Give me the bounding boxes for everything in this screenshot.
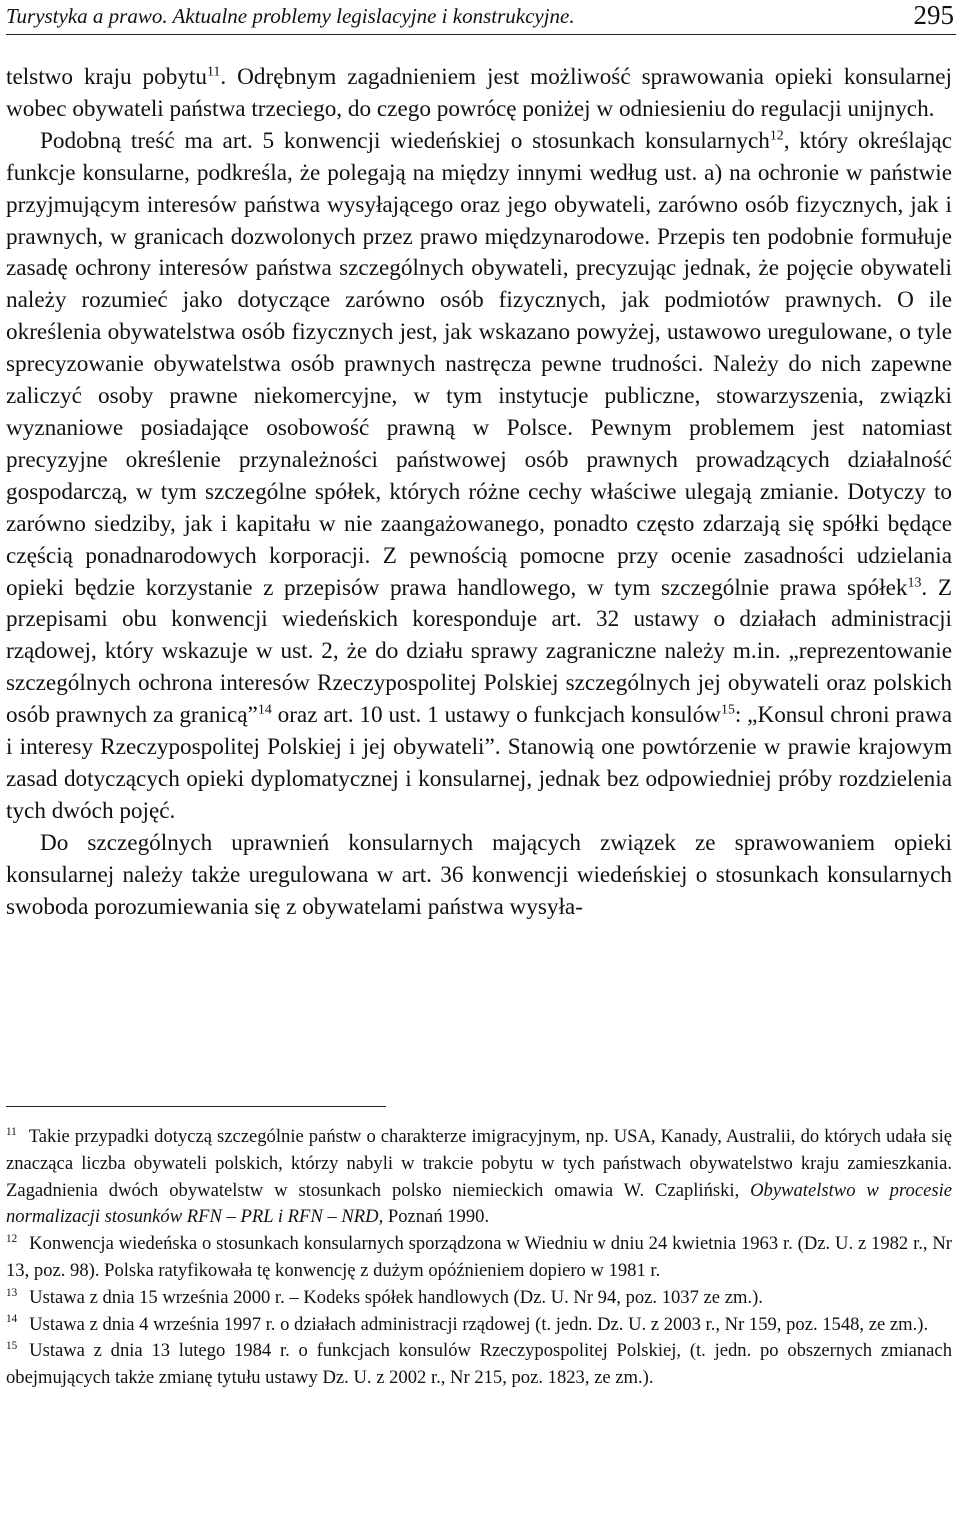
text-run: . Z przepisami obu konwencji wiedeńskich koresponduje art. 32 ustawy o działach administracji rządowej, który wskazuje w ust. 2, że do działu sprawy zagraniczne należy m.in. „reprezentowanie szczególnych ochrona interesów Rzeczypospolitej Polskiej szczególnych jej obywateli oraz polskich osób prawnych za granicą”	[6, 574, 952, 729]
text-run: . Odrębnym zagadnieniem jest możliwość sprawowania opieki konsularnej wobec obywateli państwa trzeciego, do czego powrócę poniżej w odniesieniu do regulacji unijnych.	[6, 64, 952, 122]
running-header	[6, 0, 956, 35]
footnote-number: 13	[6, 1286, 18, 1299]
footnote	[6, 1285, 952, 1312]
text-run: : „Konsul chroni prawa i interesy Rzeczypospolitej Polskiej i jej obywateli”. Stanowią one powtórzenie w prawie krajowym zasad dotyczących opieki dyplomatycznej i konsularnej, jednak bez odpowiedniej próby rozdzielenia tych dwóch pojęć.	[6, 702, 953, 824]
main-text	[6, 62, 952, 923]
page-number: 295	[913, 0, 954, 30]
text-run: Podobną treść ma art. 5 konwencji wiedeńskiej o stosunkach konsularnych	[40, 127, 770, 154]
footnote	[6, 1338, 952, 1392]
footnote-number: 12	[6, 1233, 18, 1245]
paragraph	[6, 828, 952, 924]
text-run: Ustawa z dnia 13 lutego 1984 r. o funkcjach konsulów Rzeczypospolitej Polskiej, (t. jedn. po obszernych zmianach obejmujących także zmianę tytułu ustawy Dz. U. z 2002 r., Nr 215, poz. 1823, ze zm.).	[6, 1340, 952, 1389]
text-run: Do szczególnych uprawnień konsularnych mających związek ze sprawowaniem opieki konsularnej należy także uregulowana w art. 36 konwencji wiedeńskiej o stosunkach konsularnych swoboda porozumiewania się z obywatelami państwa wysyła-	[6, 829, 952, 920]
text-run: telstwo kraju pobytu	[6, 64, 207, 90]
footnote	[6, 1312, 952, 1339]
footnote-ref: 11	[206, 64, 221, 80]
cited-title: Obywatelstwo w procesie normalizacji stosunków RFN – PRL i RFN – NRD	[6, 1179, 952, 1228]
footnote-ref: 15	[720, 702, 735, 718]
footnote-number: 11	[6, 1125, 17, 1138]
text-run: oraz art. 10 ust. 1 ustawy o funkcjach konsulów	[271, 702, 721, 729]
footnote-ref: 14	[257, 702, 272, 718]
footnote-number: 14	[6, 1313, 18, 1326]
text-run: Konwencja wiedeńska o stosunkach konsularnych sporządzona w Wiedniu w dniu 24 kwietnia 1963 r. (Dz. U. z 1982 r., Nr 13, poz. 98). Polska ratyfikowała tę konwencję z dużym opóźnieniem dopiero w 1981 r.	[6, 1233, 952, 1281]
footnote	[6, 1124, 952, 1231]
footnote-ref: 12	[769, 128, 784, 144]
text-run: Takie przypadki dotyczą szczególnie państw o charakterze imigracyjnym, np. USA, Kanady, Australii, do których udała się znacząca liczba obywateli polskich, którzy nabyli w trakcie pobytu w tych państwach obywatelstwo kraju zamieszkania. Zagadnienia dwóch obywatelstw w stosunkach polsko niemieckich omawia W. Czapliński,	[6, 1126, 952, 1201]
text-run: , Poznań 1990.	[378, 1206, 490, 1228]
footnote	[6, 1231, 952, 1285]
paragraph	[6, 62, 952, 126]
paragraph	[6, 126, 952, 828]
footnotes	[6, 1124, 952, 1392]
header-title: Turystyka a prawo. Aktualne problemy legislacyjne i konstrukcyjne.	[6, 4, 575, 28]
text-run: Ustawa z dnia 15 września 2000 r. – Kodeks spółek handlowych (Dz. U. Nr 94, poz. 1037 ze zm.).	[29, 1286, 763, 1308]
text-run: , który określając funkcje konsularne, podkreśla, że polegają na między innymi według ust. a) na ochronie w państwie przyjmującym interesów państwa wysyłającego oraz jego obywateli, zarówno osób fizycznych, jak i prawnych, w granicach dozwolonych przez prawo międzynarodowe. Przepis ten podobnie formułuje zasadę ochrony interesów państwa szczególnych obywateli, precyzując jednak, że pojęcie obywateli należy rozumieć jako dotyczące zarówno osób fizycznych, jak podmiotów prawnych. O ile określenia obywatelstwa osób fizycznych jest, jak wskazano powyżej, ustawowo uregulowane, o tyle sprecyzowanie obywatelstwa osób prawnych nastręcza pewne trudności. Należy do nich zapewne zaliczyć osoby prawne niekomercyjne, w tym instytucje publiczne, stowarzyszenia, związki wyznaniowe posiadające osobowość prawną w Polsce. Pewnym problemem jest natomiast precyzyjne określenie przynależności państwowej osób prawnych prowadzących działalność gospodarczą, w tym szczególne spółek, których różne cechy właściwe ulegają zmianie. Dotyczy to zarówno siedziby, jak i kapitału w nie zaangażowanego, ponadto często zdarzają się spółki będące częścią ponadnarodowych korporacji. Z pewnością pomocne przy ocenie zasadności udzielania opieki będzie korzystanie z przepisów prawa handlowego, w tym szczególnie prawa spółek	[6, 127, 952, 601]
text-run: Ustawa z dnia 4 września 1997 r. o działach administracji rządowej (t. jedn. Dz. U. z 2003 r., Nr 159, poz. 1548, ze zm.).	[29, 1313, 929, 1335]
footnote-ref: 13	[907, 574, 922, 590]
footnote-number: 15	[6, 1340, 18, 1353]
footnote-separator	[6, 1106, 386, 1107]
